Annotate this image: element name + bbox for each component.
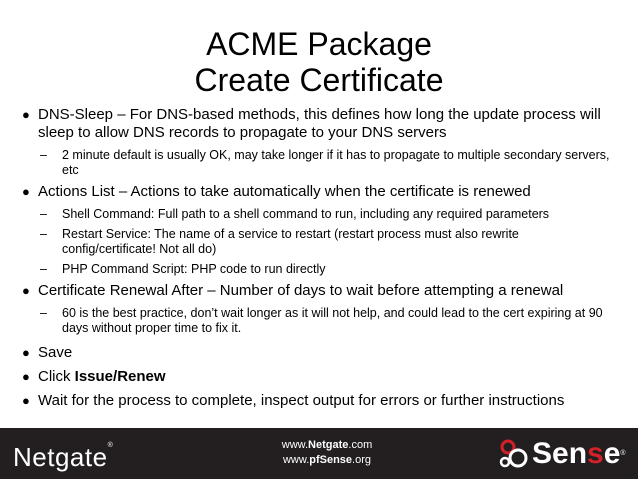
pfsense-gear-icon (498, 438, 530, 470)
subbullet-restart-service: – Restart Service: The name of a service to restart (restart process must also rewrite config/certificate! Not all do) (40, 227, 519, 256)
bullet-dot-icon: ● (22, 345, 30, 360)
bullet-save: ● Save (22, 344, 73, 361)
bullet-dns-sleep: ● DNS-Sleep – For DNS-based methods, this defines how long the update process will sleep to allow DNS records to propagate to your DNS servers (22, 106, 601, 141)
bullet-renewal-after: ● Certificate Renewal After – Number of days to wait before attempting a renewal (22, 282, 564, 299)
footer-bar: Netgate® www.Netgate.com www.pfSense.org Sense® (0, 428, 638, 479)
slide-content (22, 106, 612, 416)
netgate-url[interactable]: www.Netgate.com (281, 439, 373, 451)
bullet-dot-icon: ● (22, 393, 30, 408)
dash-icon: – (40, 207, 47, 221)
subbullet-best-practice: – 60 is the best practice, don’t wait longer as it will not help, and could lead to the cert expiring at 90 days without proper time to fix it. (40, 306, 603, 335)
subbullet-shell-command: – Shell Command: Full path to a shell command to run, including any required parameters (40, 207, 550, 221)
dash-icon: – (40, 262, 47, 276)
bullet-wait: ● Wait for the process to complete, inspect output for errors or further instructions (22, 392, 565, 409)
pfsense-url[interactable]: www.pfSense.org (282, 454, 372, 466)
dash-icon: – (40, 227, 47, 241)
dash-icon: – (40, 148, 47, 162)
slide-title (0, 26, 638, 98)
bullet-actions-list: ● Actions List – Actions to take automatically when the certificate is renewed (22, 183, 531, 200)
issue-renew-label: Issue/Renew (74, 368, 166, 385)
bullet-dot-icon: ● (22, 184, 30, 199)
bullet-dot-icon: ● (22, 369, 30, 384)
subbullet-dns-default: – 2 minute default is usually OK, may take longer if it has to propagate to multiple secondary servers, etc (40, 148, 610, 177)
bullet-dot-icon: ● (22, 107, 30, 122)
slide-title-line-1: ACME Package (206, 26, 432, 62)
footer-urls (272, 438, 382, 468)
dash-icon: – (40, 306, 47, 320)
netgate-logo: Netgate® (13, 442, 114, 472)
bullet-dot-icon: ● (22, 283, 30, 298)
subbullet-php-script: – PHP Command Script: PHP code to run directly (40, 262, 326, 276)
slide-title-line-2: Create Certificate (194, 62, 444, 98)
bullet-click-issue: ● Click Issue/Renew (22, 368, 166, 385)
